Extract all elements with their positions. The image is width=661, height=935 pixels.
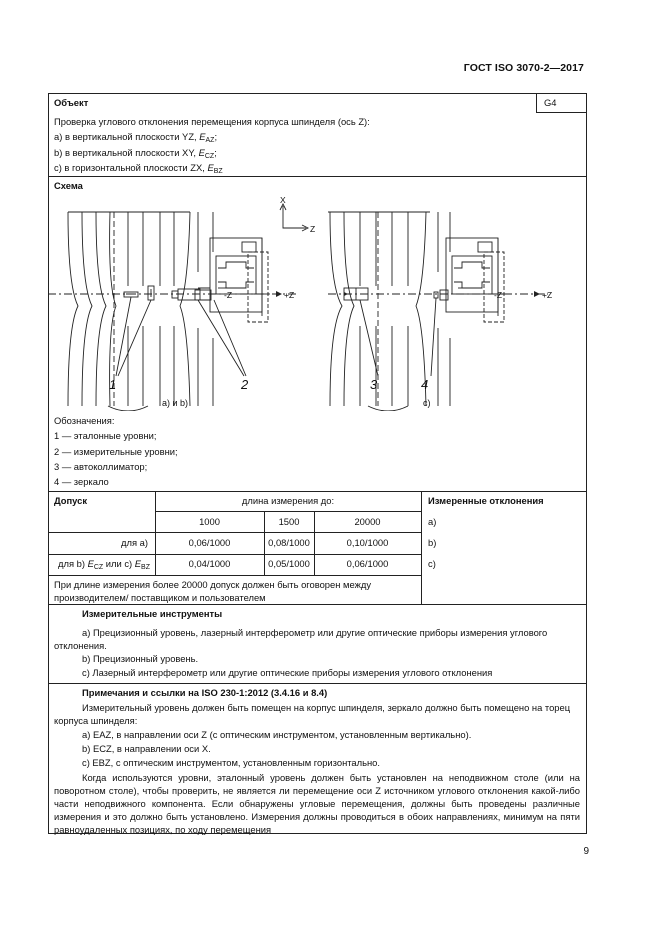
row-a-1500: 0,08/1000 xyxy=(268,537,310,548)
object-title: Объект xyxy=(54,97,89,108)
length-20000: 20000 xyxy=(354,516,381,527)
notes-title: Примечания и ссылки на ISO 230-1:2012 (3.4.16 и 8.4) xyxy=(82,687,328,698)
minus-z-label-c: -Z xyxy=(494,290,503,300)
page-number: 9 xyxy=(583,846,589,857)
length-header: длина измерения до: xyxy=(241,495,335,506)
row-bc-1500: 0,05/1000 xyxy=(268,558,310,569)
row-bc-label: для b) $E_{CZ}$ или с) $E_{BZ}$ xyxy=(58,558,150,571)
tolerance-title: Допуск xyxy=(54,495,88,506)
instrument-a: a) Прецизионный уровень, лазерный интерферометр или другие оптические приборы измерения углового отклонения. xyxy=(54,627,548,651)
tol-row-4 xyxy=(48,575,421,576)
instruments-title: Измерительные инструменты xyxy=(82,608,223,619)
object-item-a: a) в вертикальной плоскости YZ, $E_{AZ}$; xyxy=(54,131,218,144)
tolerance-note: При длине измерения более 20000 допуск должен быть оговорен между производителем/ поставщиком и пользователем xyxy=(54,579,372,603)
notes-item-a: a) EAZ, в направлении оси Z (с оптическим инструментом, установленным вертикально). xyxy=(82,729,472,740)
notes-item-b: b) ECZ, в направлении оси X. xyxy=(82,743,211,754)
object-item-c: c) в горизонтальной плоскости ZX, $E_{BZ}$ xyxy=(54,162,223,175)
tol-col-4 xyxy=(421,491,422,604)
row-a-20000: 0,10/1000 xyxy=(346,537,389,548)
rule-instruments-bottom xyxy=(48,683,587,684)
legend-item-3: 3 — автоколлиматор; xyxy=(54,461,148,472)
axis-z-label: Z xyxy=(310,224,316,234)
rule-scheme-bottom xyxy=(48,491,587,492)
length-1000: 1000 xyxy=(199,516,220,527)
measured-c: c) xyxy=(428,558,436,569)
legend-title: Обозначения: xyxy=(54,415,115,426)
code-cell-bottom xyxy=(536,112,587,113)
spindle-head-ab xyxy=(172,212,268,406)
standard-header: ГОСТ ISO 3070-2—2017 xyxy=(463,62,584,74)
plus-z-label-ab: +Z xyxy=(284,290,295,300)
caption-c: c) xyxy=(423,398,431,408)
notes-p2: Когда используются уровни, эталонный уровень должен быть установлен на неподвижном столе (или на поворотном столе), чтобы проверить, не является ли перемещение оси Z источником углового отклонения какой-либо части неподвижного компонента. Если обнаружены угловые перемещения, должны быть проведены различные измерения и это должно быть установлено. Измерения должны проводиться в обоих направлениях, минимум на пяти равноудаленных позициях, по ходу перемещения xyxy=(54,772,580,835)
object-item-b: b) в вертикальной плоскости XY, $E_{CZ}$; xyxy=(54,147,217,160)
caption-ab: а) и b) xyxy=(162,398,189,408)
callout-2: 2 xyxy=(241,377,249,392)
rule-tolerance-bottom xyxy=(48,604,587,605)
object-code: G4 xyxy=(544,97,557,108)
tol-row-3 xyxy=(48,554,421,555)
notes-p1: Измерительный уровень должен быть помещен на корпус шпинделя, зеркало должно быть помещено на торец корпуса шпинделя: xyxy=(54,702,571,726)
measured-title: Измеренные отклонения xyxy=(428,495,544,506)
instrument-b: b) Прецизионный уровень. xyxy=(82,653,199,664)
length-1500: 1500 xyxy=(278,516,300,527)
legend-item-4: 4 — зеркало xyxy=(54,476,109,487)
legend-item-2: 2 — измерительные уровни; xyxy=(54,446,178,457)
callout-4: 4 xyxy=(421,377,429,392)
column-left-ab xyxy=(68,212,190,411)
legend-item-1: 1 — эталонные уровни; xyxy=(54,430,157,441)
scheme-drawing xyxy=(48,176,587,411)
measured-b: b) xyxy=(428,537,437,548)
object-description: Проверка углового отклонения перемещения корпуса шпинделя (ось Z): xyxy=(54,116,370,127)
callout-1: 1 xyxy=(109,377,117,392)
callout-3: 3 xyxy=(370,377,378,392)
tol-row-1 xyxy=(155,511,421,512)
scheme-title: Схема xyxy=(54,180,83,191)
measured-a: a) xyxy=(428,516,437,527)
axis-x-label: X xyxy=(280,195,286,205)
row-bc-1000: 0,04/1000 xyxy=(188,558,231,569)
spindle-head-c xyxy=(438,212,504,406)
notes-item-c: c) EBZ, с оптическим инструментом, установленным горизонтально. xyxy=(82,757,380,768)
row-a-label: для a) xyxy=(121,537,148,548)
plus-z-label-c: +Z xyxy=(542,290,553,300)
instrument-c: c) Лазерный интерферометр или другие оптические приборы измерения углового отклонения xyxy=(82,667,493,678)
row-a-1000: 0,06/1000 xyxy=(188,537,231,548)
tol-row-2 xyxy=(48,532,421,533)
row-bc-20000: 0,06/1000 xyxy=(346,558,389,569)
code-cell-left xyxy=(536,93,537,112)
column-right-c xyxy=(328,212,430,411)
minus-z-label-ab: -Z xyxy=(224,290,233,300)
